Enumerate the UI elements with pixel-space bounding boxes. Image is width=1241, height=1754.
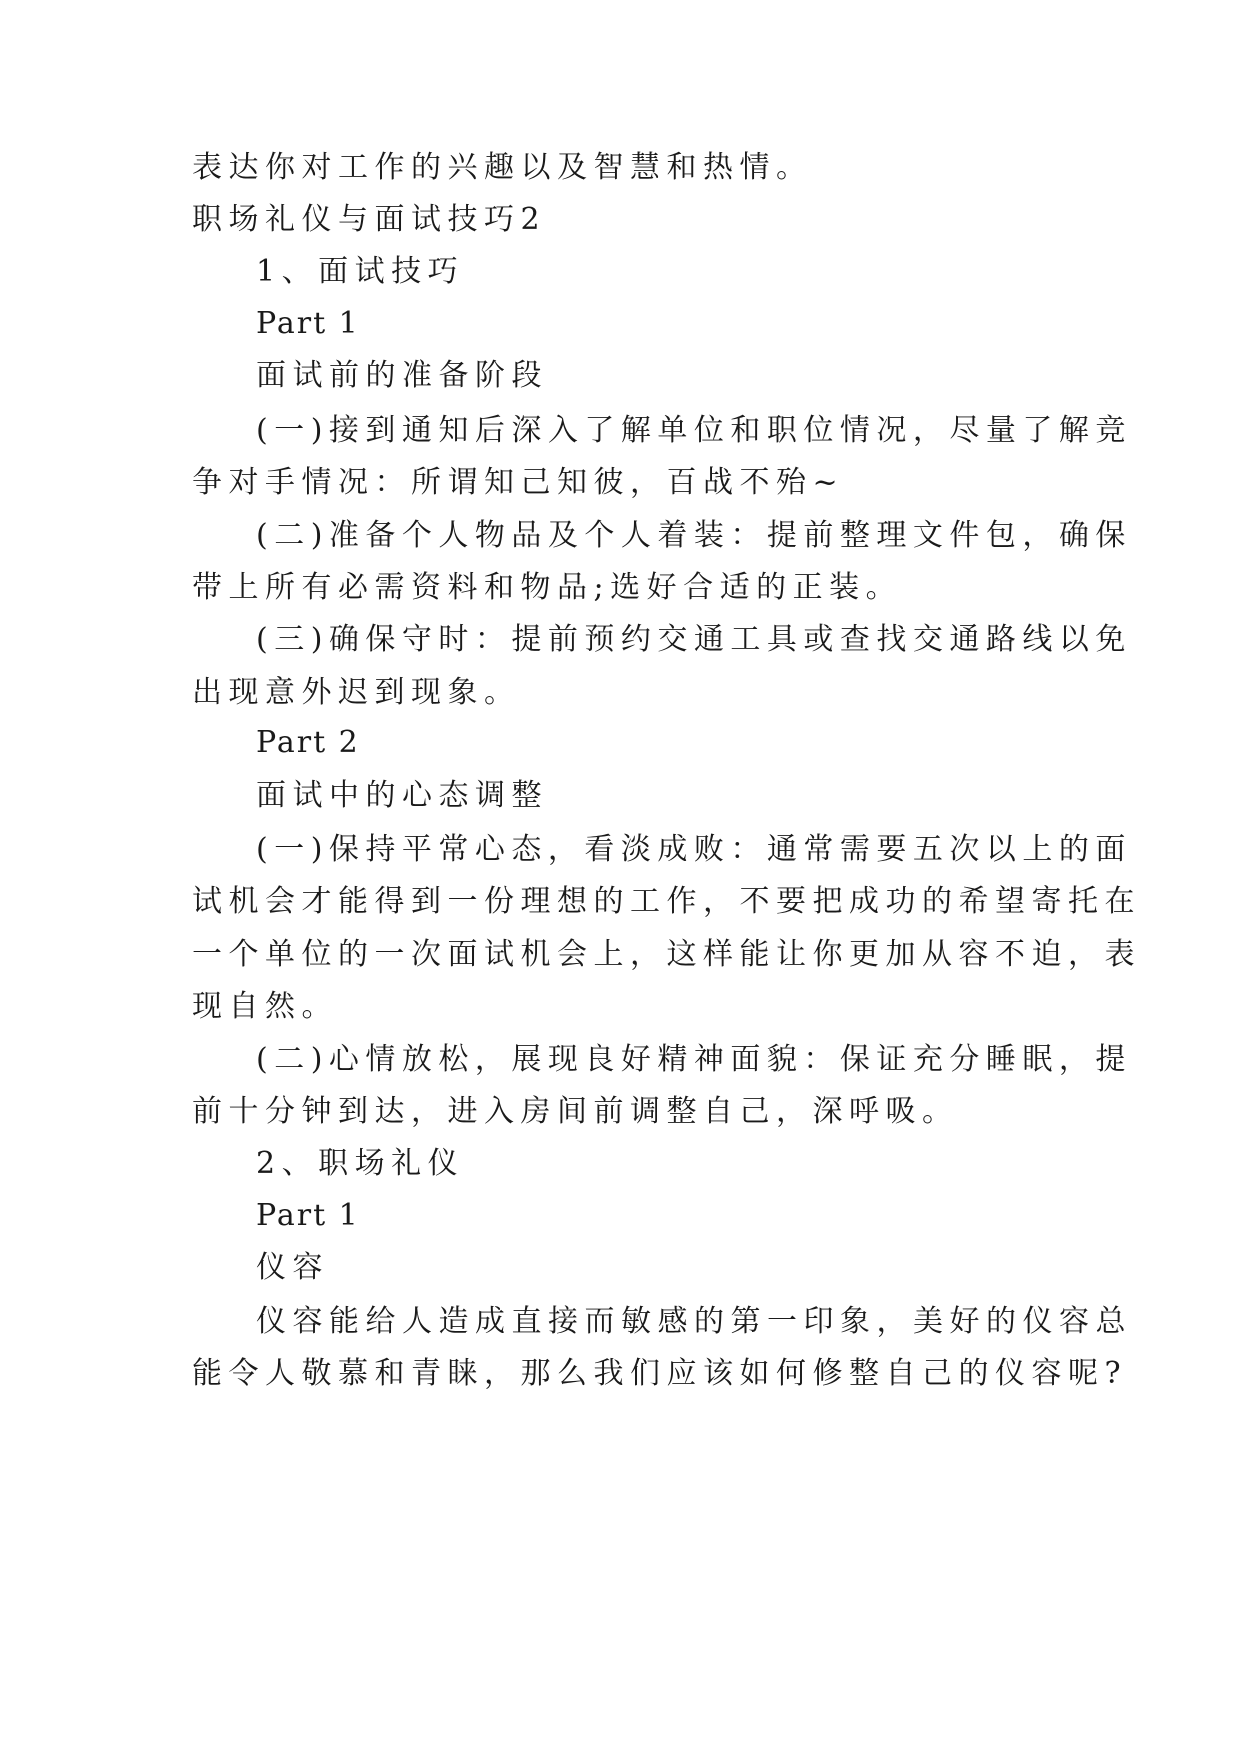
- paragraph-line: (三)确保守时：提前预约交通工具或查找交通路线以免: [256, 622, 1132, 657]
- paragraph-line: 一个单位的一次面试机会上，这样能让你更加从容不迫，表: [192, 937, 1141, 972]
- paragraph-line: 出现意外迟到现象。: [192, 675, 521, 710]
- paragraph-line: 带上所有必需资料和物品;选好合适的正装。: [192, 570, 903, 605]
- paragraph-line: (一)接到通知后深入了解单位和职位情况，尽量了解竞: [256, 413, 1132, 448]
- paragraph-line: 能令人敬慕和青睐，那么我们应该如何修整自己的仪容呢?: [192, 1356, 1128, 1391]
- paragraph-line: 仪容能给人造成直接而敏感的第一印象，美好的仪容总: [256, 1304, 1132, 1339]
- paragraph-line: 试机会才能得到一份理想的工作，不要把成功的希望寄托在: [192, 884, 1141, 919]
- part-label: Part 1: [256, 1198, 360, 1233]
- part-label: Part 1: [256, 306, 360, 341]
- paragraph-line: 表达你对工作的兴趣以及智慧和热情。: [192, 150, 813, 185]
- paragraph-line: 争对手情况：所谓知己知彼，百战不殆~: [192, 465, 845, 500]
- paragraph-line: (二)心情放松，展现良好精神面貌：保证充分睡眠，提: [256, 1042, 1132, 1077]
- paragraph-line: (一)保持平常心态，看淡成败：通常需要五次以上的面: [256, 832, 1132, 867]
- part-title: 面试前的准备阶段: [256, 358, 548, 393]
- paragraph-line: (二)准备个人物品及个人着装：提前整理文件包，确保: [256, 518, 1132, 553]
- paragraph-line: 前十分钟到达，进入房间前调整自己，深呼吸。: [192, 1094, 959, 1129]
- subsection-heading: 2、职场礼仪: [256, 1146, 465, 1181]
- part-title: 面试中的心态调整: [256, 778, 548, 813]
- part-label: Part 2: [256, 725, 360, 760]
- section-heading: 职场礼仪与面试技巧2: [192, 202, 547, 237]
- paragraph-line: 现自然。: [192, 989, 338, 1024]
- part-title: 仪容: [256, 1250, 329, 1285]
- subsection-heading: 1、面试技巧: [256, 254, 465, 289]
